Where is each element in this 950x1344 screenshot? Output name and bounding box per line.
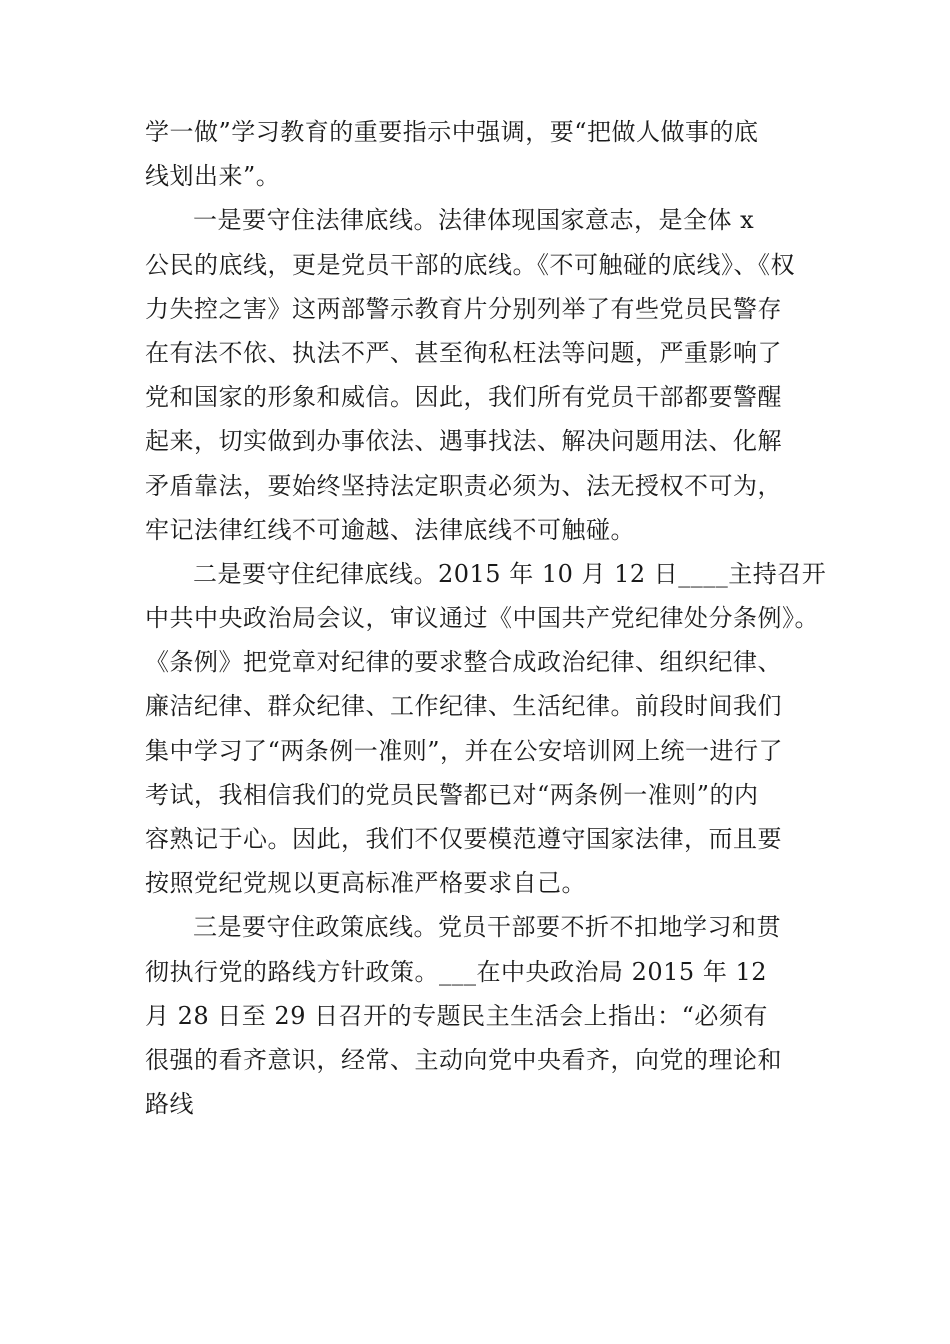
text-line: 路线 bbox=[145, 1090, 194, 1119]
document-body bbox=[145, 110, 827, 1126]
paragraph-start-line: 二是要守住纪律底线。2015 年 10 月 12 日____主持召开 bbox=[193, 559, 827, 588]
text-line: 力失控之害》这两部警示教育片分别列举了有些党员民警存 bbox=[145, 294, 782, 323]
text-line: 《条例》把党章对纪律的要求整合成政治纪律、组织纪律、 bbox=[145, 648, 782, 677]
text-line: 起来，切实做到办事依法、遇事找法、解决问题用法、化解 bbox=[145, 427, 782, 456]
text-line: 容熟记于心。因此，我们不仅要模范遵守国家法律，而且要 bbox=[145, 825, 782, 853]
paragraph-start-line: 一是要守住法律底线。法律体现国家意志，是全体 x bbox=[193, 206, 755, 235]
text-line: 按照党纪党规以更高标准严格要求自己。 bbox=[145, 869, 586, 898]
text-line: 月 28 日至 29 日召开的专题民主生活会上指出：“必须有 bbox=[145, 1001, 768, 1030]
text-line: 彻执行党的路线方针政策。___在中央政治局 2015 年 12 bbox=[145, 957, 768, 986]
text-line: 党和国家的形象和威信。因此，我们所有党员干部都要警醒 bbox=[145, 383, 782, 412]
text-line: 中共中央政治局会议，审议通过《中国共产党纪律处分条例》。 bbox=[145, 604, 819, 633]
text-line: 学一做”学习教育的重要指示中强调，要“把做人做事的底 bbox=[145, 118, 759, 146]
text-line: 廉洁纪律、群众纪律、工作纪律、生活纪律。前段时间我们 bbox=[145, 692, 782, 721]
text-line: 公民的底线，更是党员干部的底线。《不可触碰的底线》、《权 bbox=[145, 250, 795, 279]
text-line: 集中学习了“两条例一准则”，并在公安培训网上统一进行了 bbox=[145, 736, 784, 765]
text-line: 很强的看齐意识，经常、主动向党中央看齐，向党的理论和 bbox=[145, 1045, 782, 1074]
text-line: 线划出来”。 bbox=[145, 162, 281, 191]
text-line: 矛盾靠法，要始终坚持法定职责必须为、法无授权不可为， bbox=[145, 471, 782, 500]
paragraph-start-line: 三是要守住政策底线。党员干部要不折不扣地学习和贯 bbox=[193, 913, 781, 942]
text-line: 牢记法律红线不可逾越、法律底线不可触碰。 bbox=[145, 515, 635, 544]
text-line: 在有法不依、执法不严、甚至徇私枉法等问题，严重影响了 bbox=[145, 338, 782, 367]
text-line: 考试，我相信我们的党员民警都已对“两条例一准则”的内 bbox=[145, 780, 759, 809]
